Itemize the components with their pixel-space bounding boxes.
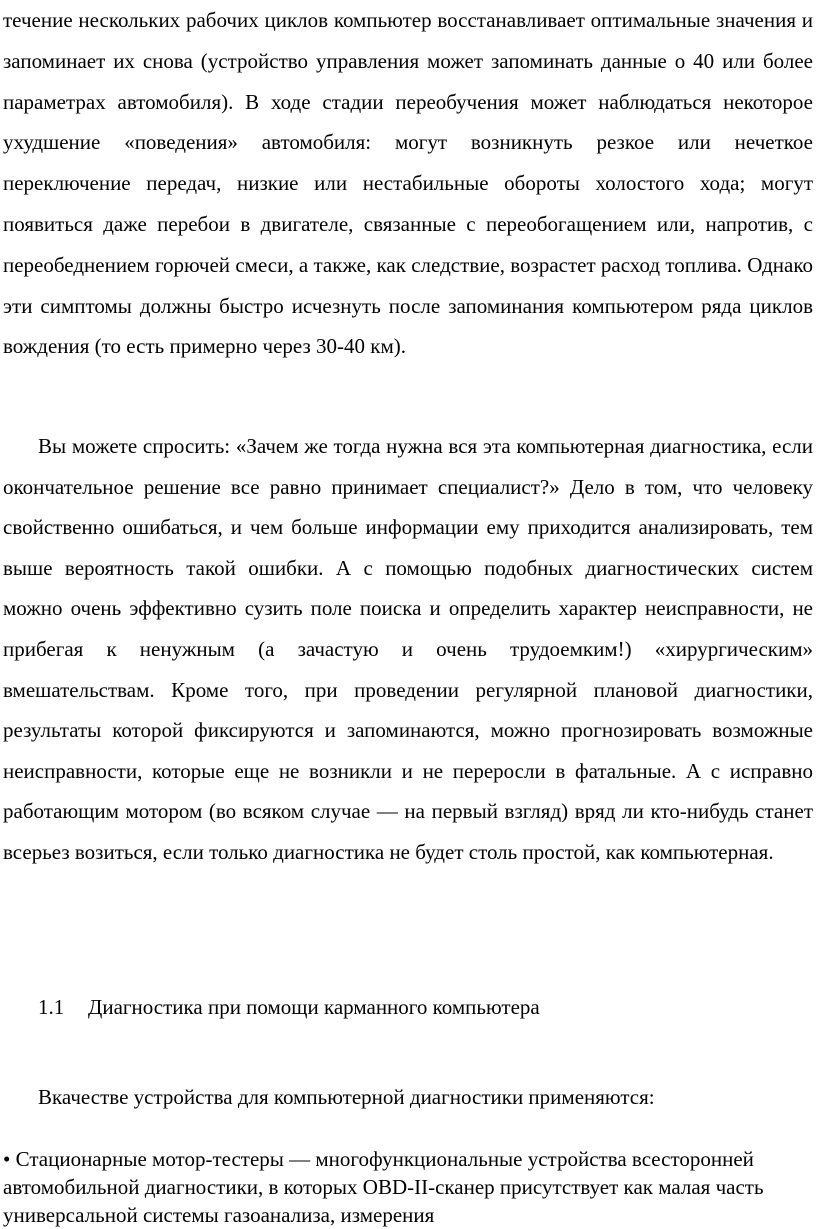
- paragraph-continued: течение нескольких рабочих циклов компьютер восстанавливает оптимальные значения и запоминает их снова (устройство управления может запоминать данные о 40 или более параметрах автомобиля). В ходе стадии переобучения может наблюдаться некоторое ухудшение «поведения» автомобиля: могут возникнуть резкое или нечеткое переключение передач, низкие или нестабильные обороты холостого хода; могут появиться даже перебои в двигателе, связанные с переобогащением или, напротив, с переобеднением горючей смеси, а также, как следствие, возрастет расход топлива. Однако эти симптомы должны быстро исчезнуть после запоминания компьютером ряда циклов вождения (то есть примерно через 30-40 км).: [3, 8, 813, 359]
- paragraph-computer-diagnostics: Вы можете спросить: «Зачем же тогда нужна вся эта компьютерная диагностика, если окончательное решение все равно принимает специалист?» Дело в том, что человеку свойственно ошибаться, и чем больше информации ему приходится анализировать, тем выше вероятность такой ошибки. А с помощью подобных диагностических систем можно очень эффективно сузить поле поиска и определить характер неисправности, не прибегая к ненужным (а зачастую и очень трудоемким!) «хирургическим» вмешательствам. Кроме того, при проведении регулярной плановой диагностики, результаты которой фиксируются и запоминаются, можно прогнозировать возможные неисправности, которые еще не возникли и не переросли в фатальные. А с исправно работающим мотором (во всяком случае — на первый взгляд) вряд ли кто-нибудь станет всерьез возиться, если только диагностика не будет столь простой, как компьютерная.: [3, 434, 813, 864]
- intro-line: Вкачестве устройства для компьютерной диагностики применяются:: [38, 1085, 655, 1109]
- section-title: Диагностика при помощи карманного компьютера: [88, 995, 540, 1019]
- section-number: 1.1: [38, 995, 65, 1019]
- section-heading: [38, 992, 540, 1022]
- bullet-item: • Стационарные мотор-тестеры — многофункциональные устройства всесторонней автомобильной диагностики, в которых OBD-II-сканер присутствует как малая часть универсальной системы газоанализа, измерения: [3, 1147, 764, 1227]
